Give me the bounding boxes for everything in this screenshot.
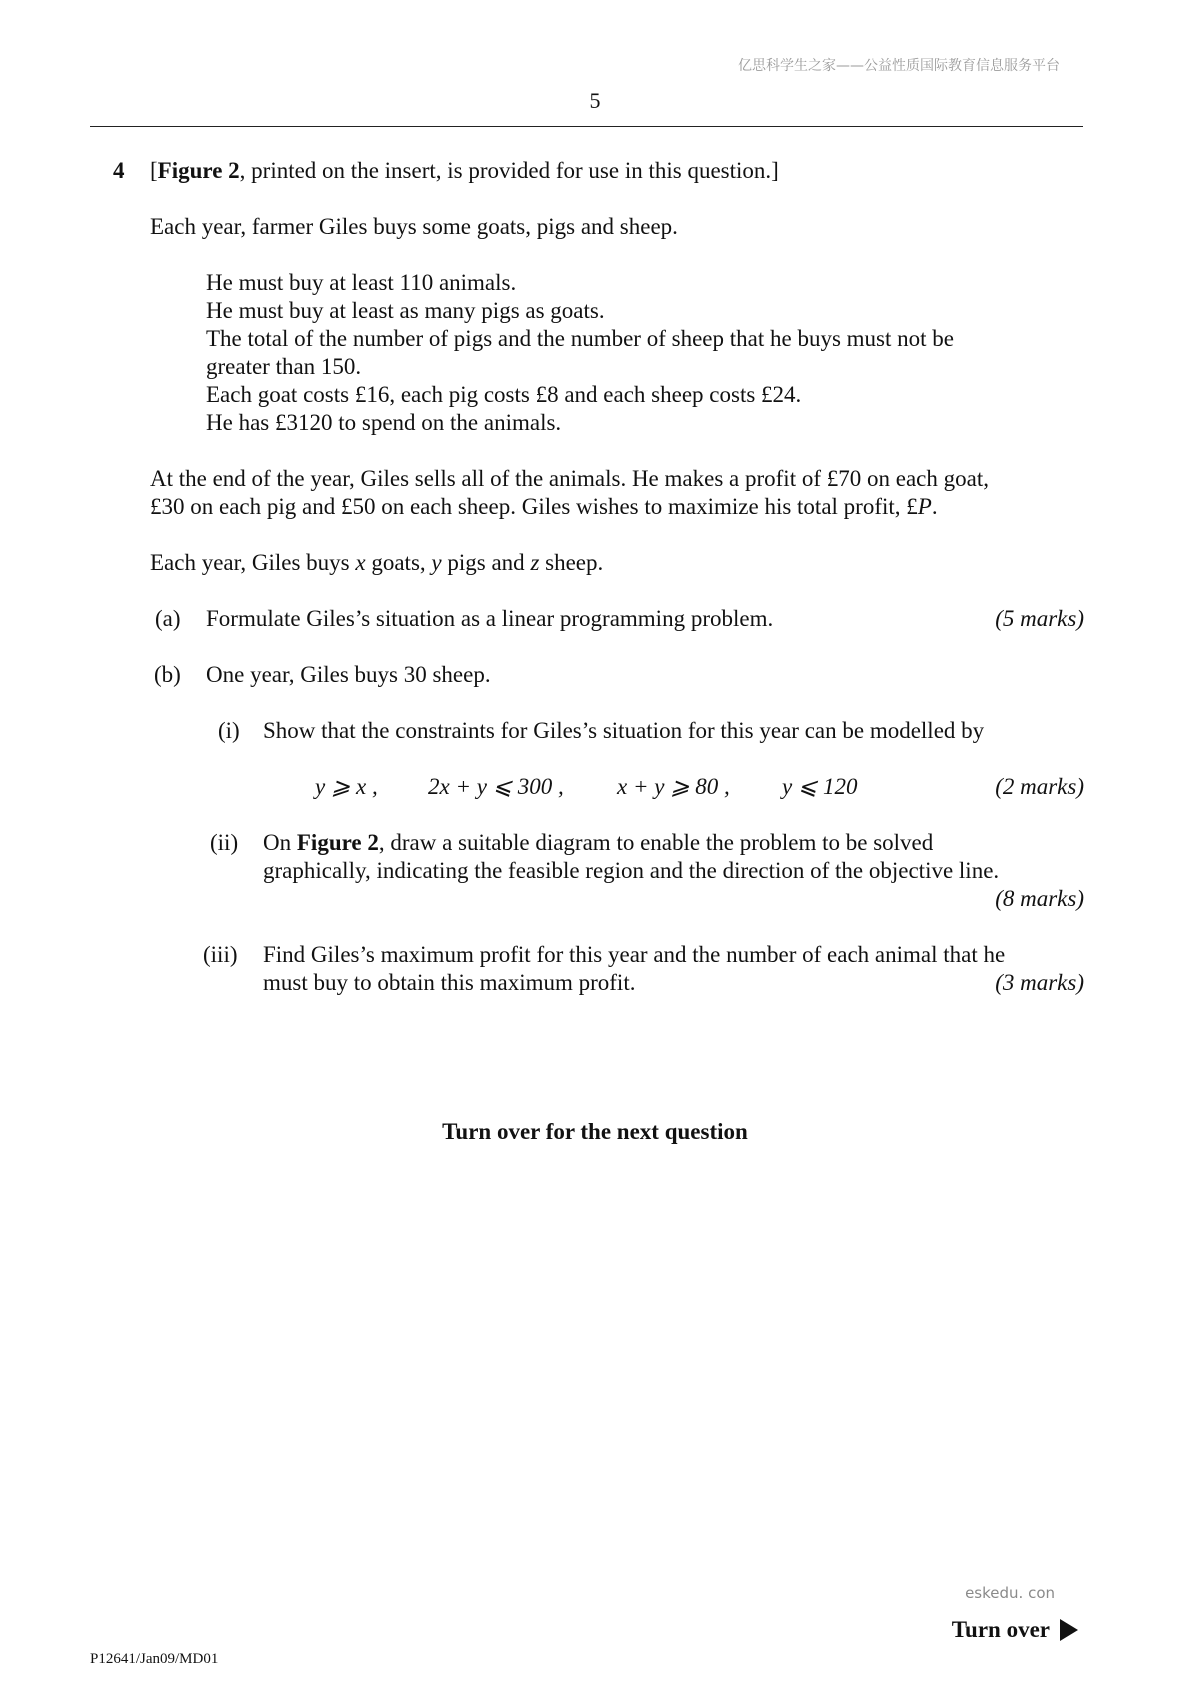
condition-line: greater than 150.: [206, 354, 362, 379]
part-a-label: (a): [155, 606, 181, 631]
page-number: 5: [589, 88, 601, 113]
variable-z: z: [530, 550, 540, 575]
part-b-ii-line1: [263, 829, 933, 857]
paper-code: P12641/Jan09/MD01: [90, 1651, 219, 1667]
variables-paragraph: [150, 549, 603, 577]
condition-line: He must buy at least as many pigs as goats.: [206, 298, 605, 323]
part-b-ii-text: , draw a suitable diagram to enable the problem to be solved: [378, 830, 934, 855]
intro-open-bracket: [: [150, 158, 158, 183]
header-divider: [90, 126, 1083, 127]
turn-over-label: [952, 1617, 1078, 1643]
condition-line: The total of the number of pigs and the number of sheep that he buys must not be: [206, 326, 954, 351]
question-intro: [150, 157, 779, 185]
profit-paragraph-line1: At the end of the year, Giles sells all of the animals. He makes a profit of £70 on each goat,: [150, 466, 989, 491]
part-a-text: Formulate Giles’s situation as a linear programming problem.: [206, 606, 774, 631]
constraint-1: y ⩾ x ,: [315, 774, 378, 799]
variables-text: pigs and: [441, 550, 531, 575]
condition-line: He has £3120 to spend on the animals.: [206, 410, 562, 435]
part-b-i-text: Show that the constraints for Giles’s situation for this year can be modelled by: [263, 718, 985, 743]
part-a-marks: (5 marks): [995, 606, 1084, 631]
play-arrow-icon: [1060, 1619, 1078, 1641]
turn-over-text: Turn over: [951, 1617, 1050, 1642]
intro-text: , printed on the insert, is provided for use in this question.]: [239, 158, 779, 183]
part-b-i-label: (i): [218, 718, 240, 743]
profit-paragraph-line2: [150, 493, 938, 521]
constraint-3: x + y ⩾ 80 ,: [617, 774, 730, 799]
part-b-i-marks: (2 marks): [995, 774, 1084, 799]
part-b-iii-line1: Find Giles’s maximum profit for this year and the number of each animal that he: [263, 942, 1006, 967]
site-watermark: eskedu. con: [965, 1584, 1055, 1602]
variables-text: goats,: [365, 550, 432, 575]
next-question-note: Turn over for the next question: [442, 1119, 748, 1144]
condition-line: He must buy at least 110 animals.: [206, 270, 517, 295]
variable-x: x: [355, 550, 366, 575]
figure-ref: Figure 2: [296, 830, 379, 855]
variables-text: Each year, Giles buys: [150, 550, 356, 575]
condition-line: Each goat costs £16, each pig costs £8 and each sheep costs £24.: [206, 382, 802, 407]
part-b-iii-marks: (3 marks): [995, 970, 1084, 995]
variables-text: sheep.: [539, 550, 604, 575]
constraint-2: 2x + y ⩽ 300 ,: [428, 774, 564, 799]
part-b-ii-text: On: [263, 830, 297, 855]
variable-y: y: [431, 550, 442, 575]
part-b-text: One year, Giles buys 30 sheep.: [206, 662, 491, 687]
profit-text: £30 on each pig and £50 on each sheep. Giles wishes to maximize his total profit, £: [150, 494, 918, 519]
question-number: 4: [113, 158, 125, 183]
variable-p: P: [917, 494, 932, 519]
profit-text-end: .: [931, 494, 938, 519]
figure-ref: Figure 2: [157, 158, 240, 183]
part-b-ii-line2: graphically, indicating the feasible region and the direction of the objective line.: [263, 858, 1000, 883]
intro-paragraph: Each year, farmer Giles buys some goats, pigs and sheep.: [150, 214, 678, 239]
part-b-iii-line2: must buy to obtain this maximum profit.: [263, 970, 636, 995]
watermark-text: 亿思科学生之家——公益性质国际教育信息服务平台: [738, 58, 1060, 74]
part-b-label: (b): [154, 662, 181, 687]
part-b-ii-marks: (8 marks): [995, 886, 1084, 911]
constraint-4: y ⩽ 120: [782, 774, 858, 799]
part-b-ii-label: (ii): [210, 830, 239, 855]
part-b-iii-label: (iii): [203, 942, 238, 967]
